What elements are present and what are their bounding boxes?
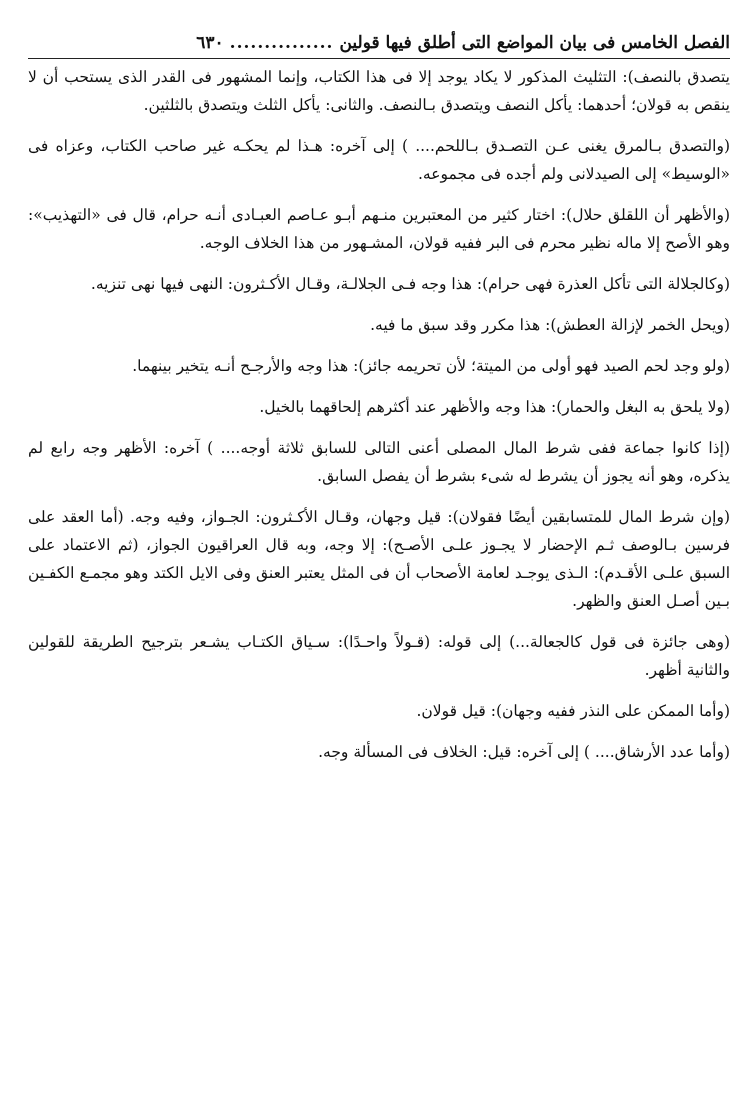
paragraph: (وإن شرط المال للمتسابقين أيضًا فقولان): قيل وجهان، وقـال الأكـثرون: الجـواز، وفيه وجه. (أما العقد على فرسين بـالوصف ثـم الإحضار لا يجـوز علـى الأصـح): إلا وجه، وبه قال العراقيون الجواز، (ثم الاعتماد على السبق علـى الأقـدم): الـذى يوجـد لعامة الأصحاب أن فى المثل يعتبر العنق وفى الايل الكتد وهو مجمـع الكفـين بـين أصـل العنق والظهر.	[28, 508, 730, 610]
paragraph: (إذا كانوا جماعة ففى شرط المال المصلى أعنى التالى للسابق ثلاثة أوجه.... ) آخره: الأظهر وجه رابع لم يذكره، وهو أنه يجوز أن يشرط له شىء بشرط أن يفصل السابق.	[28, 439, 730, 485]
document-page	[28, 30, 730, 779]
paragraph: (وهى جائزة فى قول كالجعالة...) إلى قوله: (قـولاً واحـدًا): سـياق الكتـاب يشـعر بترجيح الطريقة للقولين والثانية أظهر.	[28, 633, 731, 679]
paragraph: (ولو وجد لحم الصيد فهو أولى من الميتة؛ لأن تحريمه جائز): هذا وجه والأرجـح أنـه يتخير بينهما.	[132, 357, 730, 375]
chapter-title: الفصل الخامس فى بيان المواضع التى أطلق فيها قولين	[339, 33, 730, 53]
page-number: ٦٣٠	[196, 33, 224, 53]
paragraph: (ولا يلحق به البغل والحمار): هذا وجه والأظهر عند أكثرهم إلحاقهما بالخيل.	[259, 398, 730, 416]
paragraph: (وأما عدد الأرشاق.... ) إلى آخره: قيل: الخلاف فى المسألة وجه.	[318, 743, 730, 761]
paragraph: يتصدق بالنصف): التثليث المذكور لا يكاد يوجد إلا فى هذا الكتاب، وإنما المشهور فى القدر الذى يستحب أن لا ينقص به قولان؛ أحدهما: يأكل النصف ويتصدق بـالنصف. والثانى: يأكل الثلث ويتصدق بالثلثين.	[28, 68, 730, 114]
paragraph: (والتصدق بـالمرق يغنى عـن التصـدق بـاللحم.... ) إلى آخره: هـذا لم يحكـه غير صاحب الكتاب، وعزاه فى «الوسيط» إلى الصيدلانى ولم أجده فى مجموعه.	[28, 137, 730, 183]
leader-dots: ...............	[229, 33, 334, 53]
paragraph: (ويحل الخمر لإزالة العطش): هذا مكرر وقد سبق ما فيه.	[370, 316, 730, 334]
paragraph: (وكالجلالة التى تأكل العذرة فهى حرام): هذا وجه فـى الجلالـة، وقـال الأكـثرون: النهى فيها نهى تنزيه.	[90, 275, 730, 293]
paragraph: (وأما الممكن على النذر ففيه وجهان): قيل قولان.	[416, 702, 730, 720]
running-header	[28, 30, 730, 59]
paragraph: (والأظهر أن اللقلق حلال): اختار كثير من المعتبرين منـهم أبـو عـاصم العبـادى أنـه حرام، قال فى «التهذيب»: وهو الأصح إلا ماله نظير محرم فى البر ففيه قولان، المشـهور من هذا الخلاف الوجه.	[28, 206, 730, 252]
